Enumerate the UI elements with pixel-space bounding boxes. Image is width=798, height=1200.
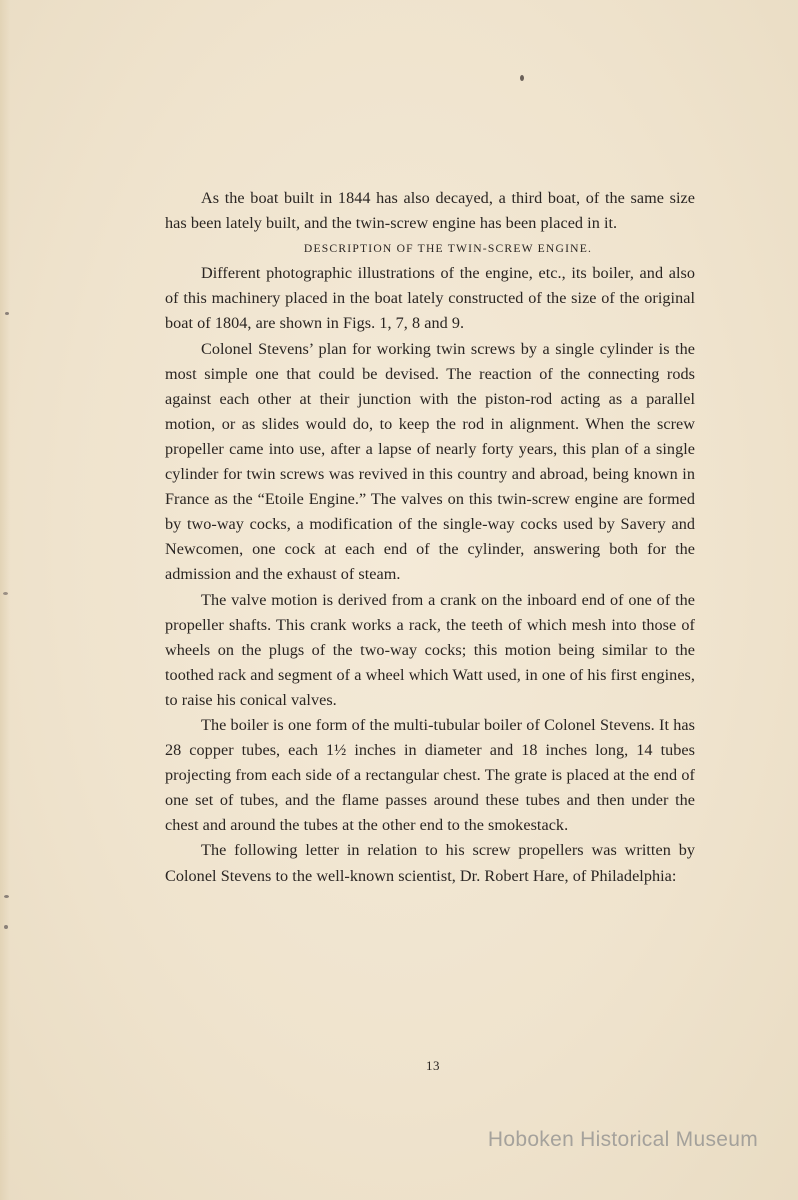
print-speck (4, 925, 8, 929)
paragraph-twin-screws: Colonel Stevens’ plan for working twin screws by a single cylinder is the most simple one that could be devised. The reaction of the connecting rods against each other at their junction with the piston-rod acting as a parallel motion, or as slides would do, to keep the rod in alignment. When the screw propeller came into use, after a lapse of nearly forty years, this plan of a single cylinder for twin screws was revived in this country and abroad, being known in France as the “Etoile Engine.” The valves on this twin-screw engine are formed by two-way cocks, a modification of the single-way cocks used by Savery and Newcomen, one cock at each end of the cylinder, answering both for the admission and the exhaust of steam. (165, 339, 695, 584)
paragraph-boiler: The boiler is one form of the multi-tubular boiler of Colonel Stevens. It has 28 copper tubes, each 1½ inches in diameter and 18 inches long, 14 tubes projecting from each side of a rectangular chest. The grate is placed at the end of one set of tubes, and the flame passes around these tubes and then under the chest and around the tubes at the other end to the smokestack. (165, 715, 695, 835)
page-number: 13 (426, 1058, 440, 1073)
print-speck (5, 312, 9, 315)
print-speck (520, 75, 524, 81)
paragraph-letter-intro: The following letter in relation to his screw propellers was written by Colonel Stevens to the well-known scientist, Dr. Robert Hare, of Philadelphia: (165, 841, 695, 885)
watermark: Hoboken Historical Museum (487, 1128, 758, 1151)
paragraph-intro: As the boat built in 1844 has also decayed, a third boat, of the same size has been lately built, and the twin-screw engine has been placed in it. (165, 189, 695, 233)
section-heading: DESCRIPTION OF THE TWIN-SCREW ENGINE. (303, 242, 593, 256)
body-text (165, 186, 695, 889)
print-speck (4, 895, 9, 898)
paragraph-valve-motion: The valve motion is derived from a crank on the inboard end of one of the propeller shafts. This crank works a rack, the teeth of which mesh into those of wheels on the plugs of the two-way cocks; this motion being similar to the toothed rack and segment of a wheel which Watt used, in one of his first engines, to raise his conical valves. (165, 590, 695, 709)
paragraph-illustrations: Different photographic illustrations of the engine, etc., its boiler, and also of this machinery placed in the boat lately constructed of the size of the original boat of 1804, are shown in Figs. 1, 7, 8 and 9. (165, 264, 695, 333)
print-speck (3, 592, 8, 595)
page-edge-shadow (0, 0, 10, 1200)
